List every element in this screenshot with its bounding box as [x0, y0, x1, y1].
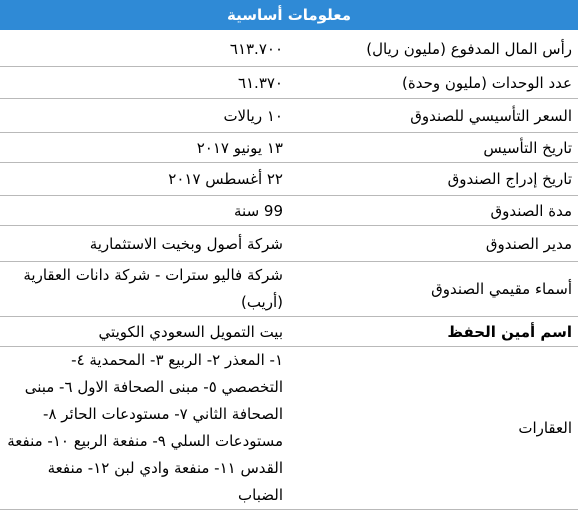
- row-label: تاريخ إدراج الصندوق: [289, 163, 578, 196]
- row-value: شركة فاليو سترات - شركة دانات العقارية (أريب): [0, 262, 289, 317]
- row-label: السعر التأسيسي للصندوق: [289, 99, 578, 133]
- row-value: ٦١.٣٧٠: [0, 67, 289, 99]
- row-value: ١٠ ريالات: [0, 99, 289, 133]
- table-row: [0, 163, 578, 196]
- row-label: أسماء مقيمي الصندوق: [289, 262, 578, 317]
- row-value: ١٣ يونيو ٢٠١٧: [0, 133, 289, 163]
- row-value: ٢٢ أغسطس ٢٠١٧: [0, 163, 289, 196]
- table-row: [0, 196, 578, 226]
- table-row: [0, 262, 578, 317]
- table-header-row: [0, 0, 578, 31]
- row-value: 99 سنة: [0, 196, 289, 226]
- row-label: رأس المال المدفوع (مليون ريال): [289, 31, 578, 67]
- row-label: مدة الصندوق: [289, 196, 578, 226]
- row-value: بيت التمويل السعودي الكويتي: [0, 317, 289, 347]
- row-label: العقارات: [289, 347, 578, 510]
- row-value: ١- المعذر ٢- الربيع ٣- المحمدية ٤- التخصصي ٥- مبنى الصحافة الاول ٦- مبنى الصحافة الثاني ٧- مستودعات الحائر ٨- مستودعات السلي ٩- منفعة الربيع ١٠- منفعة القدس ١١- منفعة وادي لبن ١٢- منفعة الضباب: [0, 347, 289, 510]
- row-label: اسم أمين الحفظ: [289, 317, 578, 347]
- row-value: ٦١٣.٧٠٠: [0, 31, 289, 67]
- row-label: تاريخ التأسيس: [289, 133, 578, 163]
- row-label: عدد الوحدات (مليون وحدة): [289, 67, 578, 99]
- table-row: [0, 31, 578, 67]
- table-row: [0, 317, 578, 347]
- table-row: [0, 226, 578, 262]
- row-label: مدير الصندوق: [289, 226, 578, 262]
- table-row: [0, 99, 578, 133]
- row-value: شركة أصول وبخيت الاستثمارية: [0, 226, 289, 262]
- table-title: معلومات أساسية: [0, 0, 578, 31]
- table-row: [0, 67, 578, 99]
- table-row: [0, 133, 578, 163]
- table-row: [0, 347, 578, 510]
